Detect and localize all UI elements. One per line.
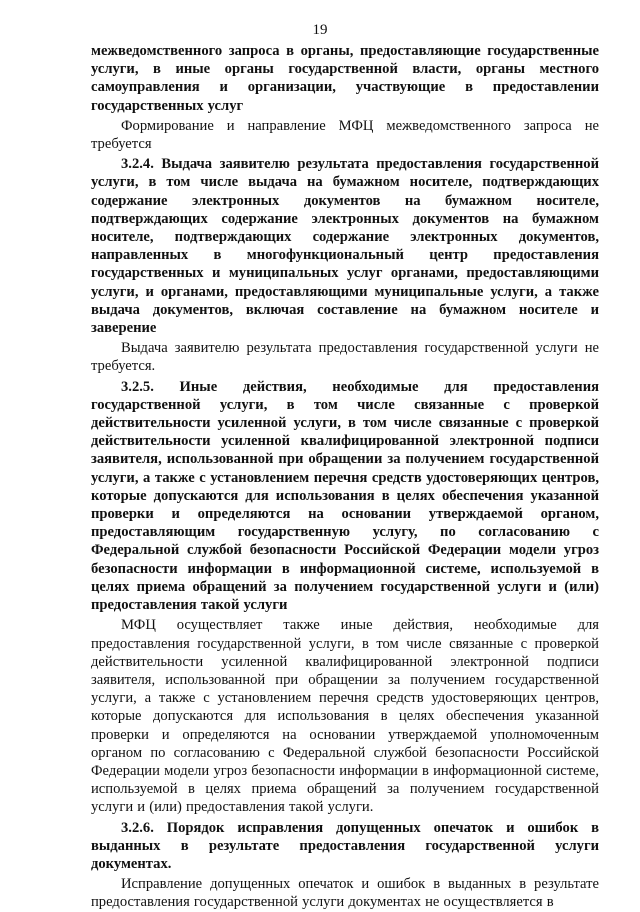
section-3-2-6-heading: 3.2.6. Порядок исправления допущенных опечаток и ошибок в выданных в результате предоставления государственной услуги документах. — [91, 819, 599, 872]
paragraph-interdepartmental-request-heading: межведомственного запроса в органы, предоставляющие государственные услуги, в иные органы государственной власти, органы местного самоуправления и организации, участвующие в предоставлении государственных услуг — [91, 43, 599, 114]
paragraph-error-correction: Исправление допущенных опечаток и ошибок в выданных в результате предоставления государственной услуги документах не осуществляется в — [91, 876, 599, 911]
paragraph-request-not-required: Формирование и направление МФЦ межведомственного запроса не требуется — [91, 117, 599, 153]
document-body — [91, 42, 599, 912]
section-3-2-5-heading: 3.2.5. Иные действия, необходимые для предоставления государственной услуги, в том числе связанные с проверкой действительности усиленной услуги, в том числе связанные с проверкой действительности усиленной квалифицированной электронной подписи заявителя, использованной при обращении за получением государственной услуги, а также с установлением перечня средств удостоверяющих центров, которые допускаются для использования в целях обеспечения указанной проверки и определяются на основании утверждаемой органом, предоставляющим государственную услугу, по согласованию с Федеральной службой безопасности Российской Федерации модели угроз безопасности информации в информационной системе, используемой в целях приема обращений за получением государственной услуги и (или) предоставления такой услуги — [91, 378, 599, 614]
page-number: 19 — [312, 22, 328, 38]
paragraph-mfc-other-actions: МФЦ осуществляет также иные действия, необходимые для предоставления государственной услуги, в том числе связанные с проверкой действительности усиленной квалифицированной электронной подписи заявителя, использованной при обращении за получением государственной услуги, а также с установлением перечня средств удостоверяющих центров, которые допускаются для использования в целях обеспечения указанной проверки и определяются на основании утверждаемой уполномоченным органом по согласованию с Федеральной службой безопасности Российской Федерации модели угроз безопасности информации в информационной системе, используемой в целях приема обращений за получением государственной услуги и (или) предоставления такой услуги. — [91, 617, 599, 816]
section-3-2-4-heading: 3.2.4. Выдача заявителю результата предоставления государственной услуги, в том числе выдача на бумажном носителе, подтверждающих содержание электронных документов на бумажном носителе, подтверждающих содержание электронных документов на бумажном носителе, подтверждающих содержание электронных документов, направленных в многофункциональный центр предоставления государственных и муниципальных услуг органами, предоставляющими услуги, и органами, предоставляющими муниципальные услуги, а также выдача документов, включая составление на бумажном носителе и заверение — [91, 156, 599, 337]
paragraph-issuance-not-required: Выдача заявителю результата предоставления государственной услуги не требуется. — [91, 340, 599, 375]
